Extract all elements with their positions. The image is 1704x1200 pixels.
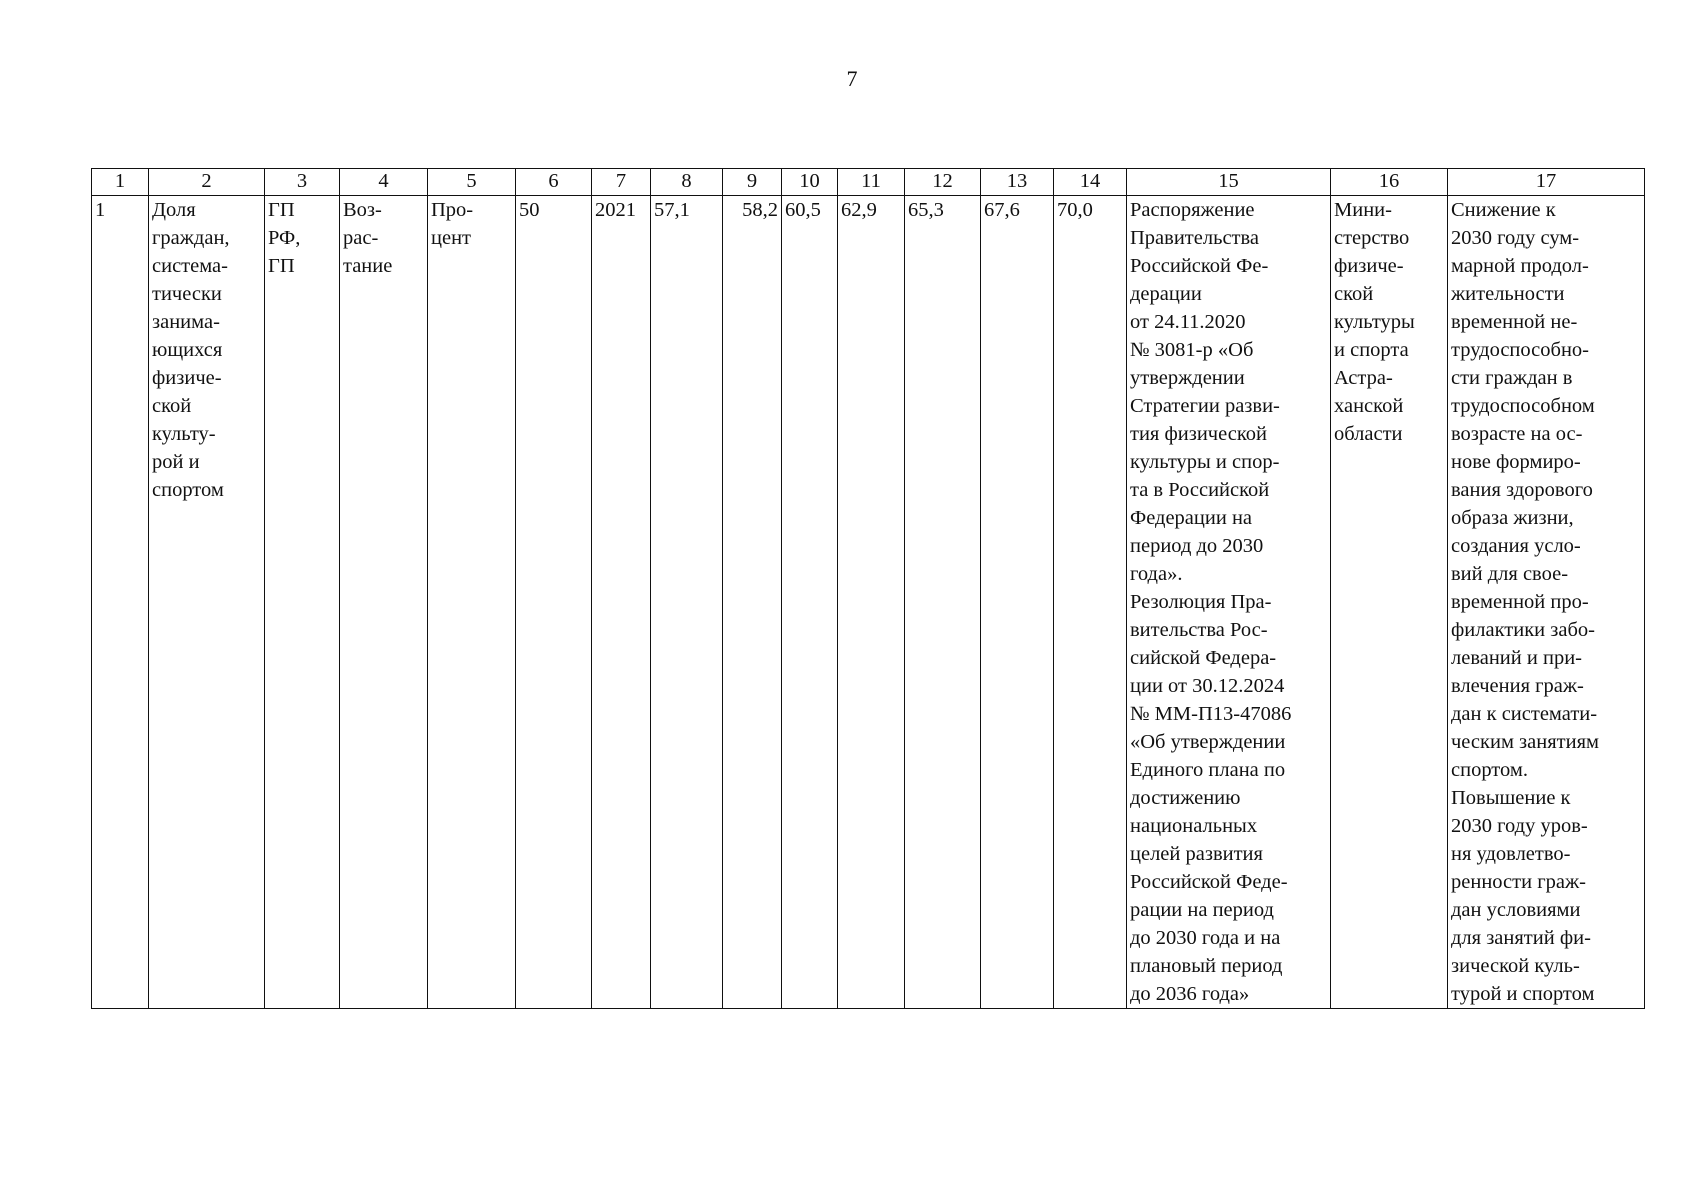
cell-documents: [1127, 196, 1331, 1009]
value-col-11-text: 62,9: [841, 199, 877, 221]
column-header-8: 8: [651, 169, 723, 196]
column-header-14: 14: [1054, 169, 1127, 196]
cell-value-col-13: [981, 196, 1054, 1009]
value-col-12-text: 65,3: [908, 199, 944, 221]
column-header-16: 16: [1331, 169, 1448, 196]
value-col-10-text: 60,5: [785, 199, 821, 221]
cell-responsible: [1331, 196, 1448, 1009]
cell-value-col-10: [782, 196, 838, 1009]
column-header-5: 5: [428, 169, 516, 196]
value-col-8-text: 57,1: [654, 199, 690, 221]
cell-trend: [340, 196, 428, 1009]
cell-row-number: [92, 196, 149, 1009]
column-header-11: 11: [838, 169, 905, 196]
cell-value-col-11: [838, 196, 905, 1009]
cell-base-value: [516, 196, 592, 1009]
column-header-10: 10: [782, 169, 838, 196]
unit-text: Про- цент: [431, 199, 474, 249]
header-row: [92, 169, 1645, 196]
cell-expected-results: [1448, 196, 1645, 1009]
column-header-6: 6: [516, 169, 592, 196]
base-value-text: 50: [519, 199, 540, 221]
documents-text-part-2: Резолюция Пра- вительства Рос- сийской Федера- ции от 30.12.2024 № ММ-П13-47086 «Об утверждении Единого плана по достижению национальных целей развития Российской Феде- рации на период до 2030 года и на плановый период до 2036 года»: [1130, 591, 1292, 1005]
column-header-12: 12: [905, 169, 981, 196]
column-header-13: 13: [981, 169, 1054, 196]
cell-base-year: [592, 196, 651, 1009]
cell-unit: [428, 196, 516, 1009]
cell-value-col-12: [905, 196, 981, 1009]
page-number: 7: [846, 66, 858, 91]
expected-results-text-part-2: Повышение к 2030 году уров- ня удовлетво- ренности граж- дан условиями для занятий фи- зической куль- турой и спортом: [1451, 787, 1595, 1005]
indicator-table: [91, 168, 1645, 1009]
expected-results-text-part-1: Снижение к 2030 году сум- марной продол- жительности временной не- трудоспособно- сти граждан в трудоспособном возрасте на ос- нове формиро- вания здорового образа жизни, создания усло- вий для свое- временной про- филактики забо- леваний и при- влечения граж- дан к системати- ческим занятиям спортом.: [1451, 199, 1599, 781]
column-header-3: 3: [265, 169, 340, 196]
value-col-9-text: 58,2: [742, 199, 778, 221]
cell-value-col-14: [1054, 196, 1127, 1009]
cell-value-col-8: [651, 196, 723, 1009]
column-header-17: 17: [1448, 169, 1645, 196]
program-level-text: ГП РФ, ГП: [268, 199, 301, 277]
cell-program-level: [265, 196, 340, 1009]
documents-text-part-1: Распоряжение Правительства Российской Фе- дерации от 24.11.2020 № 3081-р «Об утверждении Стратегии разви- тия физической культуры и спор- та в Российской Федерации на период до 2030 года».: [1130, 199, 1280, 585]
indicator-name-text: Доля граждан, система- тически занима- ющихся физиче- ской культу- рой и спортом: [152, 199, 230, 501]
cell-value-col-9: [723, 196, 782, 1009]
column-header-9: 9: [723, 169, 782, 196]
row-number-text: 1: [95, 199, 106, 221]
trend-text: Воз- рас- тание: [343, 199, 393, 277]
column-header-4: 4: [340, 169, 428, 196]
value-col-14-text: 70,0: [1057, 199, 1093, 221]
cell-indicator-name: [149, 196, 265, 1009]
responsible-text: Мини- стерство физиче- ской культуры и спорта Астра- ханской области: [1334, 199, 1415, 445]
column-header-15: 15: [1127, 169, 1331, 196]
column-header-1: 1: [92, 169, 149, 196]
table-row: [92, 196, 1645, 1009]
column-header-7: 7: [592, 169, 651, 196]
value-col-13-text: 67,6: [984, 199, 1020, 221]
base-year-text: 2021: [595, 199, 636, 221]
column-header-2: 2: [149, 169, 265, 196]
